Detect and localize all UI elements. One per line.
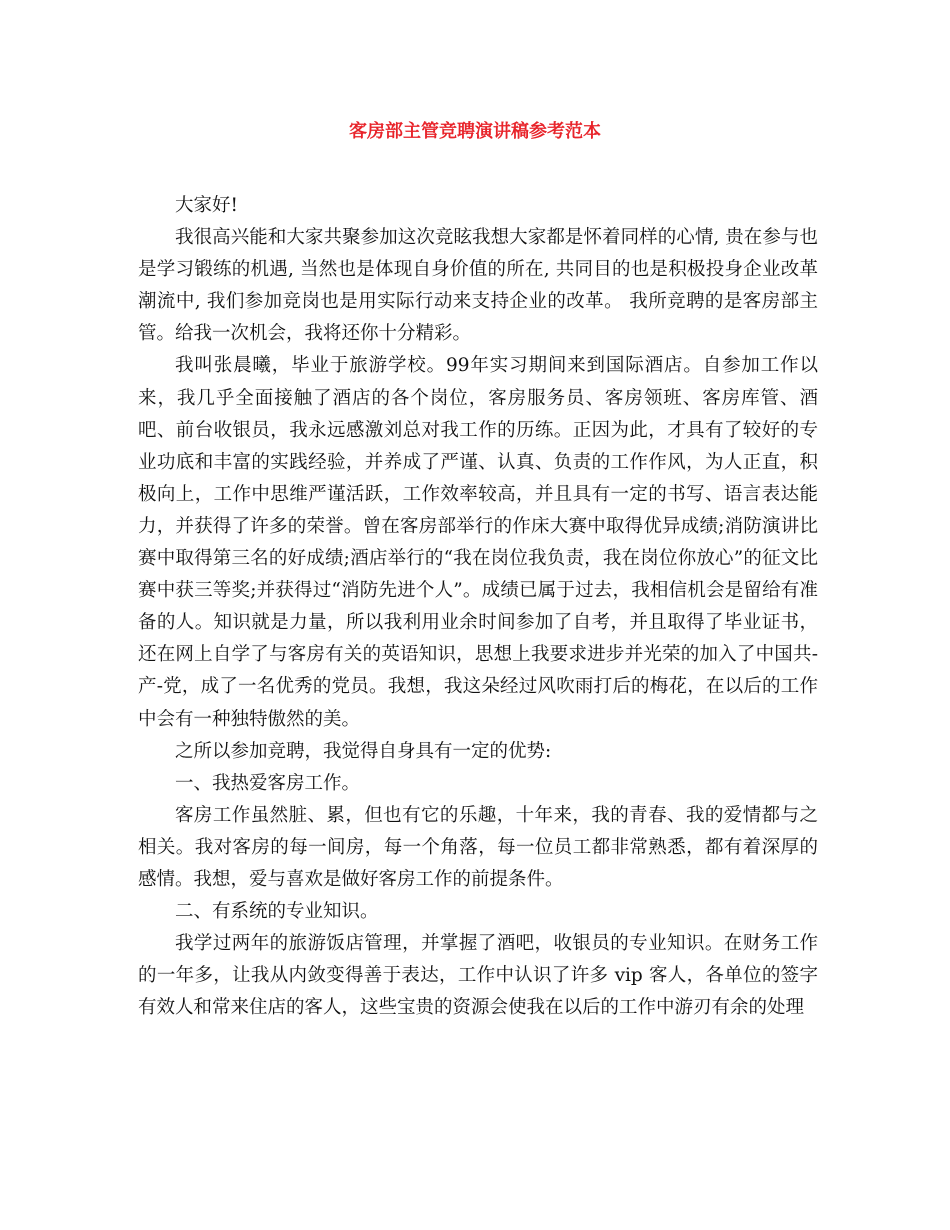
- paragraph: 之所以参加竞聘，我觉得自身具有一定的优势:: [175, 740, 552, 762]
- paragraph: 我叫张晨曦，毕业于旅游学校。99年实习期间来到国际酒店。自参加工作以来，我几乎全面接触了酒店的各个岗位，客房服务员、客房领班、客房库管、酒吧、前台收银员，我永远感激刘总对我工作的历练。正因为此，才具有了较好的专业功底和丰富的实践经验，并养成了严谨、认真、负责的工作作风，为人正直，积极向上，工作中思维严谨活跃，工作效率较高，并且具有一定的书写、语言表达能力，并获得了许多的荣誉。曾在客房部举行的作床大赛中取得优异成绩;消防演讲比赛中取得第三名的好成绩;酒店举行的“我在岗位我负责，我在岗位你放心”的征文比赛中获三等奖;并获得过“消防先进个人”。成绩已属于过去，我相信机会是留给有准备的人。知识就是力量，所以我利用业余时间参加了自考，并且取得了毕业证书，还在网上自学了与客房有关的英语知识，思想上我要求进步并光荣的加入了中国共-产-党，成了一名优秀的党员。我想，我这朵经过风吹雨打后的梅花，在以后的工作中会有一种独特傲然的美。: [138, 355, 818, 730]
- paragraph: 我很高兴能和大家共聚参加这次竞眩我想大家都是怀着同样的心情, 贵在参与也是学习锻练的机遇, 当然也是体现自身价值的所在, 共同目的也是积极投身企业改革潮流中, 我们参加竞岗也是用实际行动来支持企业的改革。 我所竞聘的是客房部主管。给我一次机会，我将还你十分精彩。: [138, 227, 818, 345]
- section-heading: 二、有系统的专业知识。: [175, 901, 379, 923]
- document-title: 客房部主管竞聘演讲稿参考范本: [349, 121, 601, 142]
- document-body: [138, 190, 818, 1024]
- paragraph: 客房工作虽然脏、累，但也有它的乐趣，十年来，我的青春、我的爱情都与之相关。我对客房的每一间房，每一个角落，每一位员工都非常熟悉，都有着深厚的感情。我想，爱与喜欢是做好客房工作的前提条件。: [138, 804, 818, 890]
- paragraph: 我学过两年的旅游饭店管理，并掌握了酒吧，收银员的专业知识。在财务工作的一年多，让我从内敛变得善于表达，工作中认识了许多 vip 客人，各单位的签字有效人和常来住店的客人，这些宝贵的资源会使我在以后的工作中游刃有余的处理: [138, 933, 818, 1019]
- paragraph-greeting: 大家好!: [175, 195, 238, 216]
- section-heading: 一、我热爱客房工作。: [175, 772, 361, 794]
